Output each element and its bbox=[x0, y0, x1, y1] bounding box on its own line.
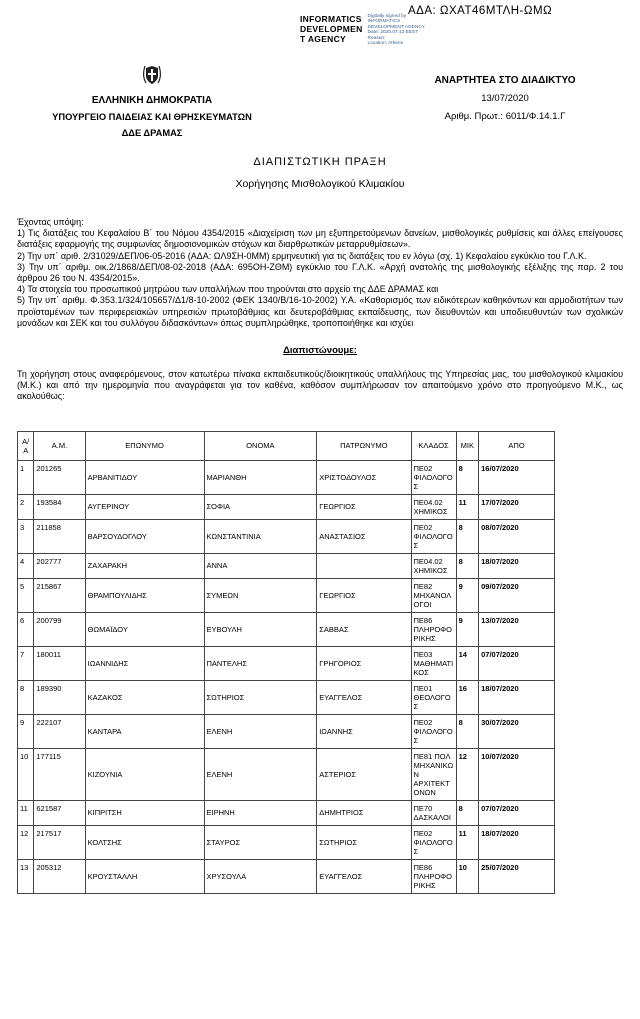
table-cell: ΠΕ86 ΠΛΗΡΟΦΟΡΙΚΗΣ bbox=[411, 612, 456, 646]
table-cell: ΕΥΑΓΓΕΛΟΣ bbox=[317, 680, 411, 714]
table-cell: ΙΩΑΝΝΗΣ bbox=[317, 714, 411, 748]
table-cell: ΚΩΝΣΤΑΝΤΙΝΙΑ bbox=[204, 519, 317, 553]
issuing-authority-block bbox=[18, 64, 286, 138]
table-row bbox=[18, 748, 555, 800]
republic-title: ΕΛΛΗΝΙΚΗ ΔΗΜΟΚΡΑΤΙΑ bbox=[91, 95, 213, 106]
table-cell: ΠΕ03 ΜΑΘΗΜΑΤΙΚΟΣ bbox=[411, 646, 456, 680]
ada-code: ΑΔΑ: ΩΧΑΤ46ΜΤΛΗ-ΩΜΩ bbox=[408, 5, 553, 17]
column-header-branch: ΚΛΑΔΟΣ bbox=[411, 431, 456, 460]
table-cell: 11 bbox=[456, 494, 479, 519]
table-cell: 8 bbox=[456, 714, 479, 748]
signature-detail-line: Digitally signed by bbox=[367, 14, 407, 19]
decision-heading: Διαπιστώνουμε: bbox=[283, 345, 357, 357]
table-cell: 4 bbox=[18, 553, 34, 578]
table-cell: 18/07/2020 bbox=[479, 553, 555, 578]
ministry-title: ΥΠΟΥΡΓΕΙΟ ΠΑΙΔΕΙΑΣ ΚΑΙ ΘΡΗΣΚΕΥΜΑΤΩΝ bbox=[52, 112, 252, 122]
table-cell: ΠΕ01 ΘΕΟΛΟΓΟΣ bbox=[411, 680, 456, 714]
table-cell: 8 bbox=[456, 460, 479, 494]
table-cell: ΑΥΓΕΡΙΝΟΥ bbox=[85, 494, 204, 519]
table-cell: 17/07/2020 bbox=[479, 494, 555, 519]
document-main bbox=[17, 156, 623, 894]
table-cell: 193584 bbox=[34, 494, 85, 519]
legal-basis-item: 4) Τα στοιχεία του προσωπικού μητρώου των υπαλλήλων που τηρούνται στο αρχείο της ΔΔΕ ΔΡΑΜΑΣ και bbox=[17, 284, 439, 295]
table-cell: ΚΡΟΥΣΤΑΛΛΗ bbox=[85, 859, 204, 893]
decision-text: Τη χορήγηση στους αναφερόμενους, στον κατωτέρω πίνακα εκπαιδευτικούς/διοικητικούς υπαλλήλους της Υπηρεσίας μας, του μισθολογικού κλιμακίου (Μ.Κ.) και από την ημερομηνία που αναγράφεται για τον καθένα, καθόσον συμπλήρωσαν τον απαιτούμενο χρόνο στο προηγούμενο Μ.Κ., ως ακολούθως: bbox=[17, 369, 623, 402]
signature-agency-line: INFORMATICS bbox=[300, 14, 362, 24]
table-cell: ΚΙΖΟΥΝΙΑ bbox=[85, 748, 204, 800]
signature-detail-line: Date: 2020.07.13 EEST bbox=[367, 30, 419, 36]
table-cell: 16 bbox=[456, 680, 479, 714]
table-row bbox=[18, 646, 555, 680]
table-cell: 8 bbox=[456, 553, 479, 578]
table-cell: ΠΕ02 ΦΙΛΟΛΟΓΟΣ bbox=[411, 714, 456, 748]
table-cell: 2 bbox=[18, 494, 34, 519]
table-cell: 5 bbox=[18, 578, 34, 612]
table-row bbox=[18, 680, 555, 714]
column-header-am: Α.Μ. bbox=[34, 431, 85, 460]
table-cell: ΖΑΧΑΡΑΚΗ bbox=[85, 553, 204, 578]
table-row bbox=[18, 460, 555, 494]
table-cell: 1 bbox=[18, 460, 34, 494]
table-cell: ΚΙΠΡΙΤΣΗ bbox=[85, 800, 204, 825]
table-cell: ΣΤΑΥΡΟΣ bbox=[204, 825, 317, 859]
table-cell: ΠΕ86 ΠΛΗΡΟΦΟΡΙΚΗΣ bbox=[411, 859, 456, 893]
table-cell: 621587 bbox=[34, 800, 85, 825]
table-cell: 211858 bbox=[34, 519, 85, 553]
table-row bbox=[18, 578, 555, 612]
signature-details bbox=[368, 14, 428, 46]
table-cell: 13 bbox=[18, 859, 34, 893]
employee-table bbox=[17, 431, 555, 894]
publication-notice: ΑΝΑΡΤΗΤΕΑ ΣΤΟ ΔΙΑΔΙΚΤΥΟ bbox=[434, 75, 576, 86]
signature-agency-name bbox=[300, 14, 363, 46]
table-row bbox=[18, 825, 555, 859]
table-header-row bbox=[18, 431, 555, 460]
table-cell: ΕΛΕΝΗ bbox=[204, 714, 317, 748]
table-cell: 11 bbox=[18, 800, 34, 825]
table-cell: 201265 bbox=[34, 460, 85, 494]
table-cell: ΒΑΡΣΟΥΔΟΓΛΟΥ bbox=[85, 519, 204, 553]
signature-detail-line: DEVELOPMENT AGENCY bbox=[367, 24, 426, 30]
table-cell: 180011 bbox=[34, 646, 85, 680]
table-cell: ΠΕ02 ΦΙΛΟΛΟΓΟΣ bbox=[411, 519, 456, 553]
table-cell: ΣΩΤΗΡΙΟΣ bbox=[317, 825, 411, 859]
table-row bbox=[18, 494, 555, 519]
table-row bbox=[18, 800, 555, 825]
table-cell: 10/07/2020 bbox=[479, 748, 555, 800]
table-cell: ΠΕ82 ΜΗΧΑΝΟΛΟΓΟΙ bbox=[411, 578, 456, 612]
table-cell: 07/07/2020 bbox=[479, 646, 555, 680]
table-cell: 215867 bbox=[34, 578, 85, 612]
table-cell: 18/07/2020 bbox=[479, 825, 555, 859]
signature-agency-line: T AGENCY bbox=[300, 34, 347, 44]
table-cell: ΧΡΥΣΟΥΛΑ bbox=[204, 859, 317, 893]
table-cell: 3 bbox=[18, 519, 34, 553]
legal-basis-item: 3) Την υπ΄ αριθμ. οικ.2/1868/ΔΕΠ/08-02-2018 (ΑΔΑ: 695ΟΗ-ΖΘΜ) εγκύκλιο του Γ.Λ.Κ. «Αρχή ανατολής της μισθολογικής εξέλιξης της παρ. 2 του άρθρου 26 του Ν. 4354/2015». bbox=[17, 261, 623, 284]
table-cell: 09/07/2020 bbox=[479, 578, 555, 612]
table-cell: ΜΑΡΙΑΝΘΗ bbox=[204, 460, 317, 494]
table-cell: ΘΩΜΑΪΔΟΥ bbox=[85, 612, 204, 646]
publication-block bbox=[415, 75, 595, 122]
table-cell: ΠΕ02 ΦΙΛΟΛΟΓΟΣ bbox=[411, 825, 456, 859]
table-cell: 8 bbox=[456, 800, 479, 825]
table-cell: ΓΕΩΡΓΙΟΣ bbox=[317, 494, 411, 519]
table-cell: ΘΡΑΜΠΟΥΛΙΔΗΣ bbox=[85, 578, 204, 612]
document-date: 13/07/2020 bbox=[481, 93, 529, 104]
table-cell: ΠΕ02 ΦΙΛΟΛΟΓΟΣ bbox=[411, 460, 456, 494]
table-cell: 13/07/2020 bbox=[479, 612, 555, 646]
table-row bbox=[18, 553, 555, 578]
table-cell: 177115 bbox=[34, 748, 85, 800]
table-cell: ΕΛΕΝΗ bbox=[204, 748, 317, 800]
table-cell: ΓΡΗΓΟΡΙΟΣ bbox=[317, 646, 411, 680]
table-cell: 189390 bbox=[34, 680, 85, 714]
table-cell: 14 bbox=[456, 646, 479, 680]
hellenic-republic-emblem-icon bbox=[142, 64, 162, 91]
table-cell: ΔΗΜΗΤΡΙΟΣ bbox=[317, 800, 411, 825]
table-cell: 10 bbox=[18, 748, 34, 800]
table-row bbox=[18, 612, 555, 646]
table-cell: ΚΑΖΑΚΟΣ bbox=[85, 680, 204, 714]
table-cell: 6 bbox=[18, 612, 34, 646]
signature-detail-line: Reason: bbox=[367, 35, 386, 41]
table-cell: 222107 bbox=[34, 714, 85, 748]
table-cell: ΣΟΦΙΑ bbox=[204, 494, 317, 519]
table-cell: 9 bbox=[456, 578, 479, 612]
directorate-title: ΔΔΕ ΔΡΑΜΑΣ bbox=[121, 128, 183, 138]
table-cell: 11 bbox=[456, 825, 479, 859]
table-cell: ΚΑΝΤΑΡΑ bbox=[85, 714, 204, 748]
table-cell: ΣΥΜΕΩΝ bbox=[204, 578, 317, 612]
column-header-from: ΑΠΟ bbox=[479, 431, 555, 460]
table-cell: ΑΡΒΑΝΙΤΙΔΟΥ bbox=[85, 460, 204, 494]
table-cell: 08/07/2020 bbox=[479, 519, 555, 553]
table-cell: ΣΩΤΗΡΙΟΣ bbox=[204, 680, 317, 714]
table-cell: 8 bbox=[18, 680, 34, 714]
column-header-aa: Α/Α bbox=[18, 431, 34, 460]
table-cell: ΠΕ04.02 ΧΗΜΙΚΟΣ bbox=[411, 553, 456, 578]
column-header-patronym: ΠΑΤΡΩΝΥΜΟ bbox=[317, 431, 411, 460]
table-cell bbox=[317, 553, 411, 578]
table-cell: 30/07/2020 bbox=[479, 714, 555, 748]
document-title: ΔΙΑΠΙΣΤΩΤΙΚΗ ΠΡΑΞΗ bbox=[253, 156, 387, 168]
legal-basis-item: 5) Την υπ΄ αριθμ. Φ.353.1/324/105657/Δ1/8-10-2002 (ΦΕΚ 1340/Β/16-10-2002) Υ.Α. «Καθορισμός των ειδικότερων καθηκόντων και αρμοδιοτήτων των προϊσταμένων των περιφερειακών υπηρεσιών πρωτοβάθμιας και δευτεροβάθμιας εκπαίδευσης, των διευθυντών και υποδιευθυντών των σχολικών μονάδων και ΣΕΚ και του συλλόγου διδασκόντων» όπως συμπληρώθηκε, τροποποιήθηκε και ισχύει bbox=[17, 295, 623, 328]
table-cell: ΠΕ81 ΠΟΛ ΜΗΧΑΝΙΚΩΝ ΑΡΧΙΤΕΚΤΟΝΩΝ bbox=[411, 748, 456, 800]
table-cell: 07/07/2020 bbox=[479, 800, 555, 825]
signature-detail-line: INFORMATICS bbox=[367, 19, 401, 25]
protocol-number: Αριθμ. Πρωτ.: 6011/Φ.14.1.Γ bbox=[444, 111, 566, 122]
signature-detail-line: Location: Athens bbox=[367, 41, 403, 47]
legal-basis-item: 1) Τις διατάξεις του Κεφαλαίου Β΄ του Νόμου 4354/2015 «Διαχείριση των μη εξυπηρετούμενων δανείων, μισθολογικές ρυθμίσεις και άλλες επείγουσες διατάξεις εφαρμογής της συμφωνίας δημοσιονομικών στόχων και διαρθρωτικών μεταρρυθμίσεων». bbox=[17, 228, 623, 250]
table-cell: ΕΙΡΗΝΗ bbox=[204, 800, 317, 825]
column-header-surname: ΕΠΩΝΥΜΟ bbox=[85, 431, 204, 460]
table-cell: ΑΣΤΕΡΙΟΣ bbox=[317, 748, 411, 800]
table-cell: 12 bbox=[456, 748, 479, 800]
table-cell: 10 bbox=[456, 859, 479, 893]
document-subtitle: Χορήγησης Μισθολογικού Κλιμακίου bbox=[235, 178, 405, 190]
digital-signature-block bbox=[300, 14, 428, 46]
table-cell: ΠΕ70 ΔΑΣΚΑΛΟΙ bbox=[411, 800, 456, 825]
table-cell: ΠΕ04.02 ΧΗΜΙΚΟΣ bbox=[411, 494, 456, 519]
table-cell: ΙΩΑΝΝΙΔΗΣ bbox=[85, 646, 204, 680]
legal-basis-section bbox=[17, 217, 623, 329]
table-cell: ΕΥΑΓΓΕΛΟΣ bbox=[317, 859, 411, 893]
table-cell: ΓΕΩΡΓΙΟΣ bbox=[317, 578, 411, 612]
employee-table-body bbox=[18, 460, 555, 893]
table-cell: 9 bbox=[18, 714, 34, 748]
legal-basis-intro: Έχοντας υπόψη: bbox=[17, 217, 84, 227]
table-cell: 25/07/2020 bbox=[479, 859, 555, 893]
table-cell: 16/07/2020 bbox=[479, 460, 555, 494]
legal-basis-item: 2) Την υπ΄ αριθ. 2/31029/ΔΕΠ/06-05-2016 (ΑΔΑ: ΩΛ9ΣΗ-0ΜΜ) ερμηνευτική για τις διατάξεις του εν λόγω (σχ. 1) Κεφαλαίου εγκύκλιο του Γ.Λ.Κ. bbox=[17, 250, 587, 261]
table-cell: ΚΟΛΤΣΗΣ bbox=[85, 825, 204, 859]
table-cell: 205312 bbox=[34, 859, 85, 893]
table-row bbox=[18, 859, 555, 893]
table-cell: 200799 bbox=[34, 612, 85, 646]
table-cell: ΧΡΙΣΤΟΔΟΥΛΟΣ bbox=[317, 460, 411, 494]
table-cell: ΣΑΒΒΑΣ bbox=[317, 612, 411, 646]
table-cell: 12 bbox=[18, 825, 34, 859]
column-header-mk: ΜΙΚ bbox=[456, 431, 479, 460]
table-cell: ΑΝΝΑ bbox=[204, 553, 317, 578]
column-header-firstname: ΟΝΟΜΑ bbox=[204, 431, 317, 460]
table-row bbox=[18, 519, 555, 553]
table-cell: 8 bbox=[456, 519, 479, 553]
table-cell: 18/07/2020 bbox=[479, 680, 555, 714]
signature-agency-line: DEVELOPMEN bbox=[300, 24, 363, 34]
table-cell: ΕΥΒΟΥΛΗ bbox=[204, 612, 317, 646]
table-row bbox=[18, 714, 555, 748]
table-cell: 9 bbox=[456, 612, 479, 646]
table-cell: 202777 bbox=[34, 553, 85, 578]
table-cell: ΑΝΑΣΤΑΣΙΟΣ bbox=[317, 519, 411, 553]
table-cell: 7 bbox=[18, 646, 34, 680]
table-cell: 217517 bbox=[34, 825, 85, 859]
table-cell: ΠΑΝΤΕΛΗΣ bbox=[204, 646, 317, 680]
